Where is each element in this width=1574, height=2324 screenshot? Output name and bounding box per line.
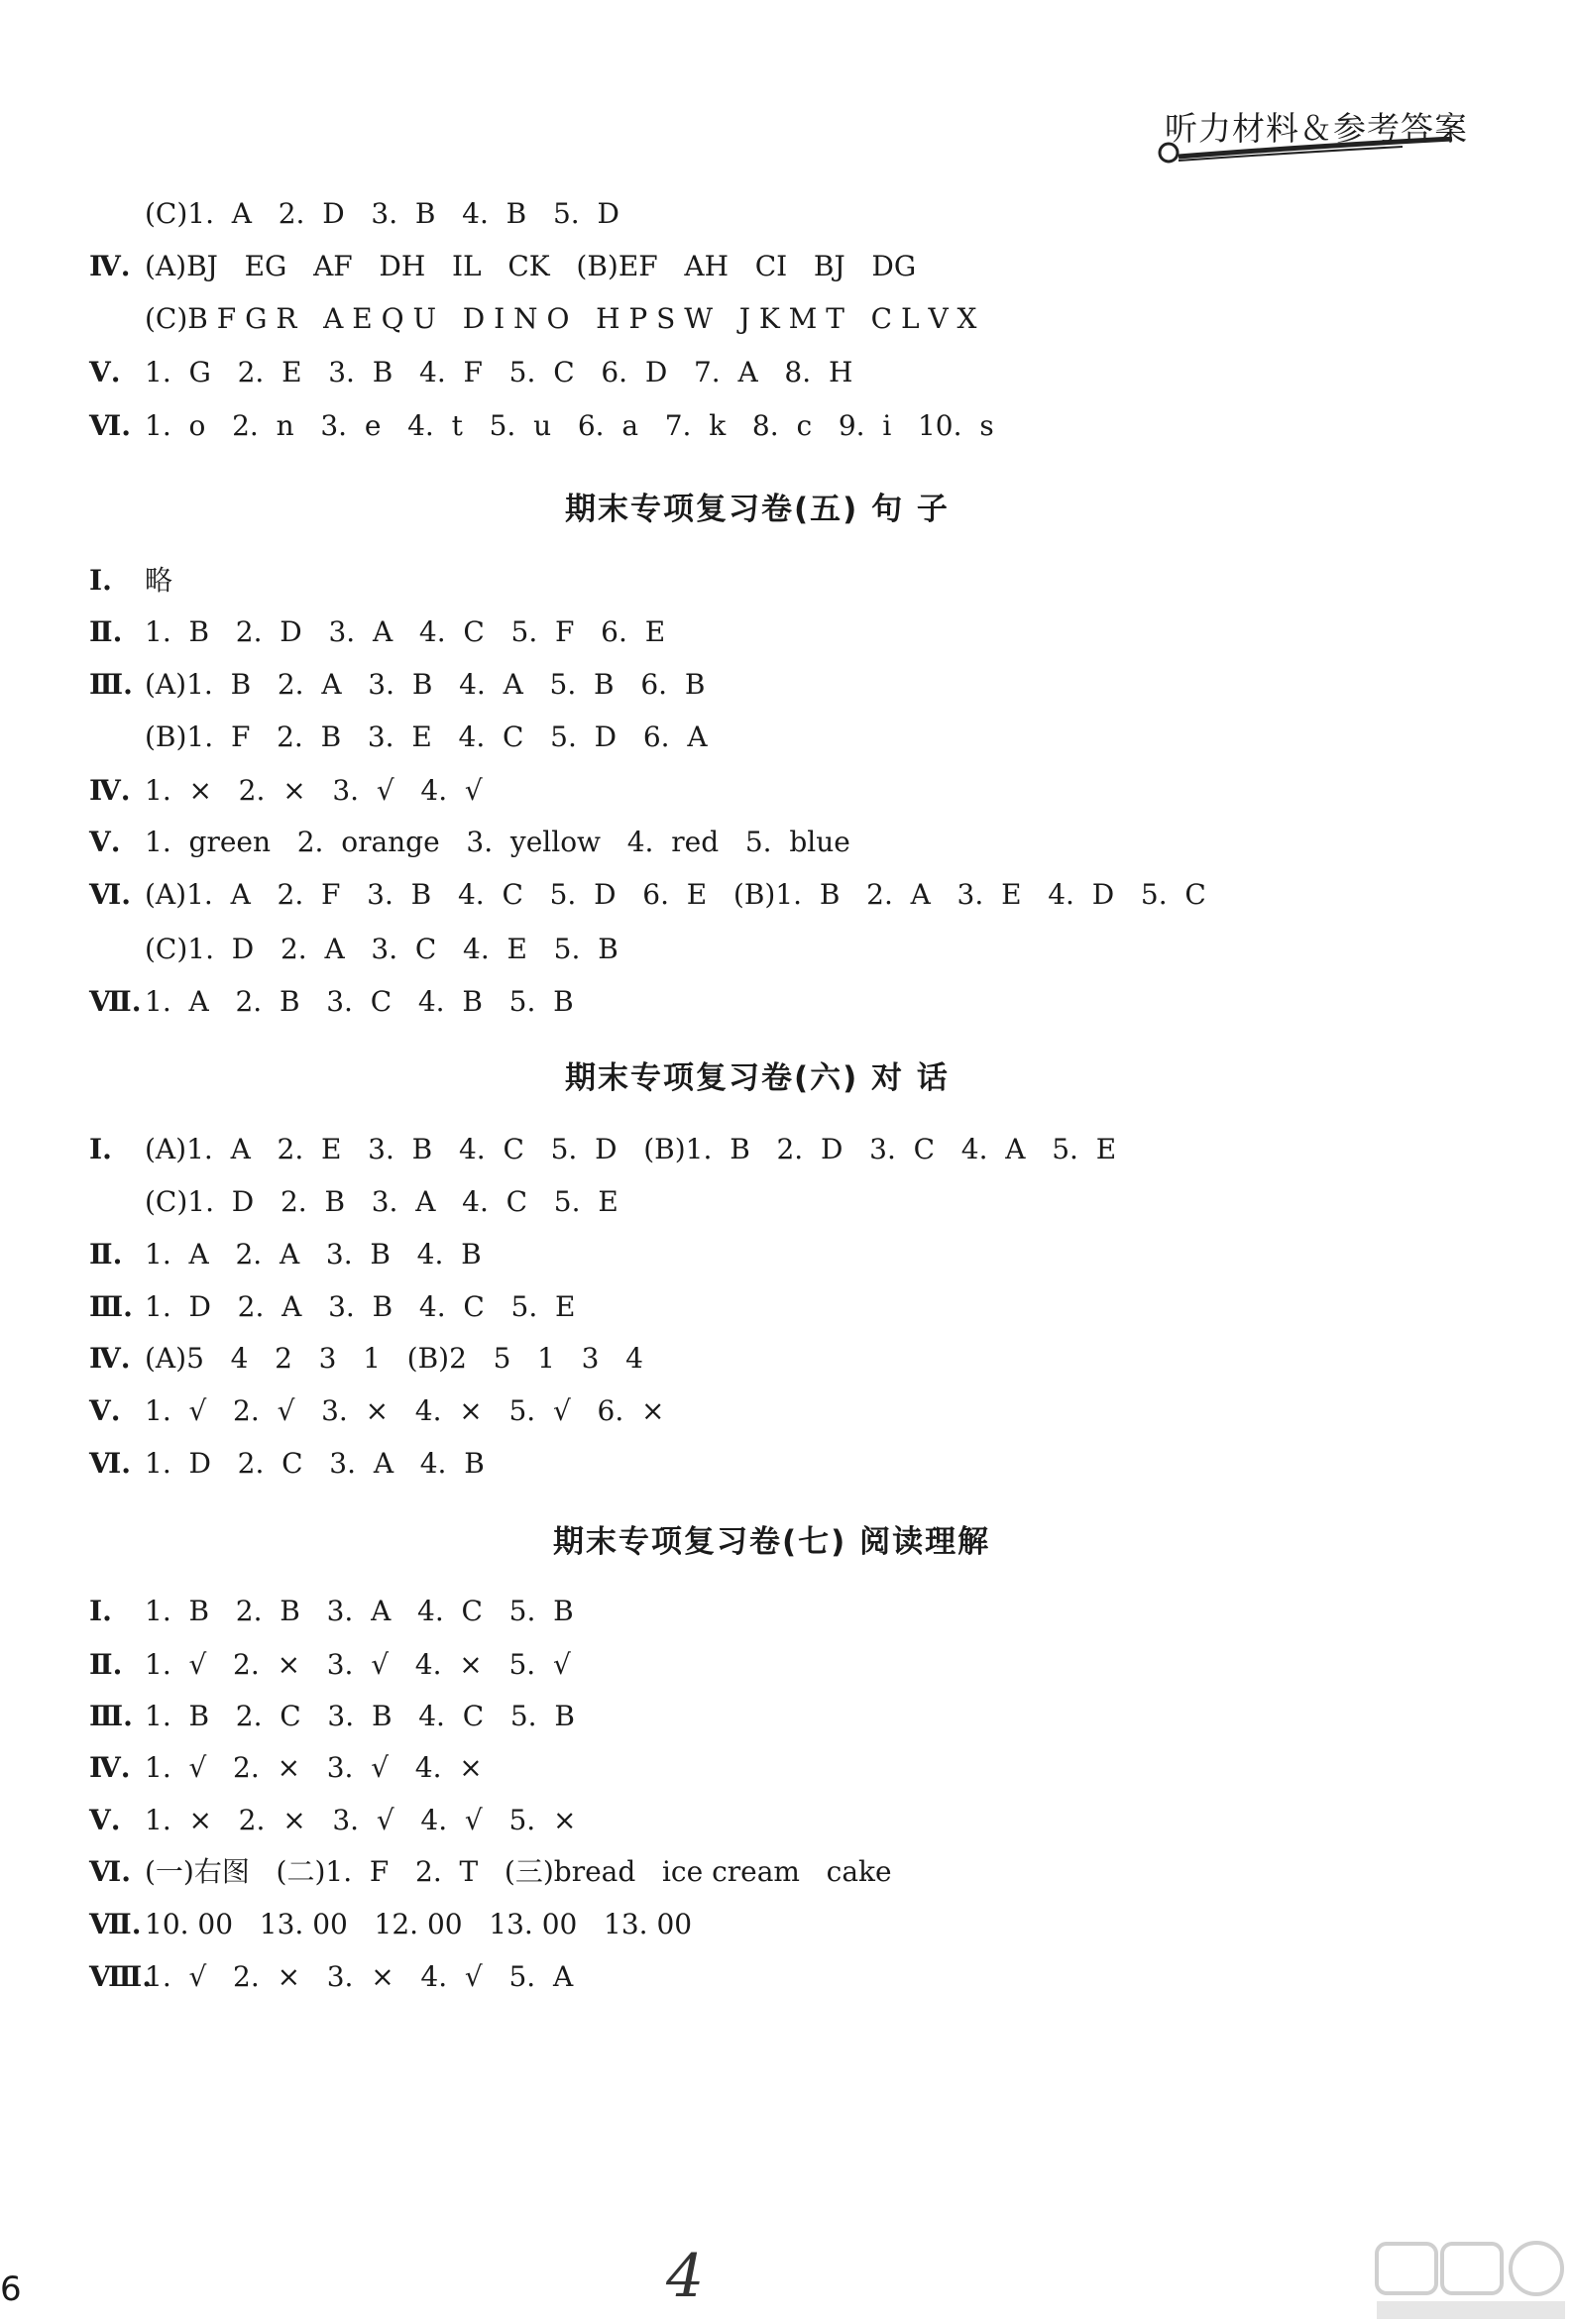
roman-numeral: Ⅰ. (89, 1595, 112, 1627)
section-title: 期末专项复习卷(六) 对 话 (565, 1060, 950, 1096)
answer-line (89, 1852, 892, 1892)
answer-text: (C)1. D 2. B 3. A 4. C 5. E (145, 1185, 618, 1218)
answer-line (89, 1697, 575, 1736)
roman-numeral: Ⅱ. (89, 1238, 123, 1271)
answer-line (89, 823, 850, 862)
answer-line (89, 406, 994, 446)
answer-line (89, 1957, 573, 1997)
roman-numeral: Ⅳ. (89, 1342, 131, 1375)
answer-text: 1. D 2. C 3. A 4. B (145, 1447, 485, 1480)
header-title: 听力材料＆参考答案 (1165, 109, 1468, 148)
roman-numeral: Ⅳ. (89, 1751, 131, 1784)
answer-text: 1. √ 2. × 3. √ 4. × 5. √ (145, 1648, 571, 1681)
page-header (1155, 103, 1482, 172)
section-title: 期末专项复习卷(七) 阅读理解 (553, 1524, 991, 1560)
roman-numeral: Ⅲ. (89, 668, 133, 701)
answer-line (89, 930, 618, 969)
answer-text: (A)BJ EG AF DH IL CK (B)EF AH CI BJ DG (145, 250, 917, 282)
answer-text: 1. B 2. C 3. B 4. C 5. B (145, 1700, 575, 1732)
answer-line (89, 1801, 576, 1840)
roman-numeral: Ⅴ. (89, 356, 121, 388)
answer-line (89, 299, 977, 339)
section-title: 期末专项复习卷(五) 句 子 (565, 492, 950, 527)
roman-numeral: Ⅵ. (89, 1855, 131, 1888)
answer-line (89, 1182, 618, 1222)
answer-line (89, 718, 708, 757)
answer-text: 1. o 2. n 3. e 4. t 5. u 6. a 7. k 8. c 9. i 10. s (145, 409, 994, 442)
answer-line (89, 561, 172, 601)
roman-numeral: Ⅵ. (89, 409, 131, 442)
answer-text: 1. √ 2. × 3. × 4. √ 5. A (145, 1960, 574, 1993)
roman-numeral: Ⅶ. (89, 1908, 142, 1940)
answer-text: 1. √ 2. × 3. √ 4. × (145, 1751, 483, 1784)
answer-text: 1. A 2. A 3. B 4. B (145, 1238, 482, 1271)
answer-text: 1. × 2. × 3. √ 4. √ (145, 774, 483, 807)
answer-text: 略 (145, 564, 173, 597)
roman-numeral: Ⅵ. (89, 878, 131, 911)
answer-text: 1. green 2. orange 3. yellow 4. red 5. blue (145, 826, 850, 858)
answer-text: (C)1. A 2. D 3. B 4. B 5. D (145, 197, 619, 230)
answer-text: 1. B 2. D 3. A 4. C 5. F 6. E (145, 615, 666, 648)
answer-text: (A)1. A 2. F 3. B 4. C 5. D 6. E (B)1. B 2. A 3. E 4. D 5. C (145, 878, 1206, 911)
answer-line (89, 353, 852, 392)
answer-text: (A)1. A 2. E 3. B 4. C 5. D (B)1. B 2. D 3. C 4. A 5. E (145, 1133, 1117, 1165)
roman-numeral: Ⅰ. (89, 564, 112, 597)
answer-text: 1. D 2. A 3. B 4. C 5. E (145, 1290, 576, 1323)
roman-numeral: Ⅲ. (89, 1290, 133, 1323)
roman-numeral: Ⅵ. (89, 1447, 131, 1480)
answer-line (89, 1444, 485, 1484)
roman-numeral: Ⅷ. (89, 1960, 152, 1993)
header-swoosh-icon (1155, 137, 1472, 172)
watermark-logo-icon (1373, 2238, 1571, 2323)
answer-line (89, 1748, 483, 1788)
answer-line (89, 1235, 482, 1274)
roman-numeral: Ⅲ. (89, 1700, 133, 1732)
answer-text: (A)5 4 2 3 1 (B)2 5 1 3 4 (145, 1342, 643, 1375)
roman-numeral: Ⅶ. (89, 985, 142, 1018)
answer-line (89, 982, 574, 1022)
roman-numeral: Ⅳ. (89, 774, 131, 807)
answer-line (89, 1905, 692, 1944)
answer-text: (B)1. F 2. B 3. E 4. C 5. D 6. A (145, 720, 708, 753)
handwritten-mark: 4 (666, 2242, 705, 2311)
answer-line (89, 1645, 571, 1685)
answer-line (89, 1339, 643, 1379)
page-number: 6 (0, 2269, 22, 2309)
answer-text: (C)1. D 2. A 3. C 4. E 5. B (145, 933, 618, 965)
roman-numeral: Ⅴ. (89, 1804, 121, 1836)
answer-line (89, 247, 916, 286)
answer-line (89, 1287, 576, 1327)
answer-text: (一)右图 (二)1. F 2. T (三)bread ice cream cake (145, 1855, 892, 1888)
answer-line (89, 771, 483, 811)
roman-numeral: Ⅴ. (89, 826, 121, 858)
roman-numeral: Ⅱ. (89, 1648, 123, 1681)
answer-text: 1. × 2. × 3. √ 4. √ 5. × (145, 1804, 577, 1836)
roman-numeral: Ⅳ. (89, 250, 131, 282)
roman-numeral: Ⅴ. (89, 1394, 121, 1427)
answer-text: 1. √ 2. √ 3. × 4. × 5. √ 6. × (145, 1394, 665, 1427)
answer-line (89, 1130, 1116, 1169)
answer-line (89, 875, 1206, 915)
answer-line (89, 665, 705, 705)
answer-line (89, 1592, 574, 1631)
answer-text: (C)B F G R A E Q U D I N O H P S W J K M T C L V X (145, 302, 977, 335)
answer-text: 10. 00 13. 00 12. 00 13. 00 13. 00 (145, 1908, 693, 1940)
roman-numeral: Ⅱ. (89, 615, 123, 648)
roman-numeral: Ⅰ. (89, 1133, 112, 1165)
answer-text: (A)1. B 2. A 3. B 4. A 5. B 6. B (145, 668, 706, 701)
answer-line (89, 194, 619, 234)
answer-text: 1. G 2. E 3. B 4. F 5. C 6. D 7. A 8. H (145, 356, 853, 388)
answer-text: 1. B 2. B 3. A 4. C 5. B (145, 1595, 574, 1627)
answer-line (89, 1391, 665, 1431)
answer-line (89, 612, 665, 652)
answer-text: 1. A 2. B 3. C 4. B 5. B (145, 985, 574, 1018)
